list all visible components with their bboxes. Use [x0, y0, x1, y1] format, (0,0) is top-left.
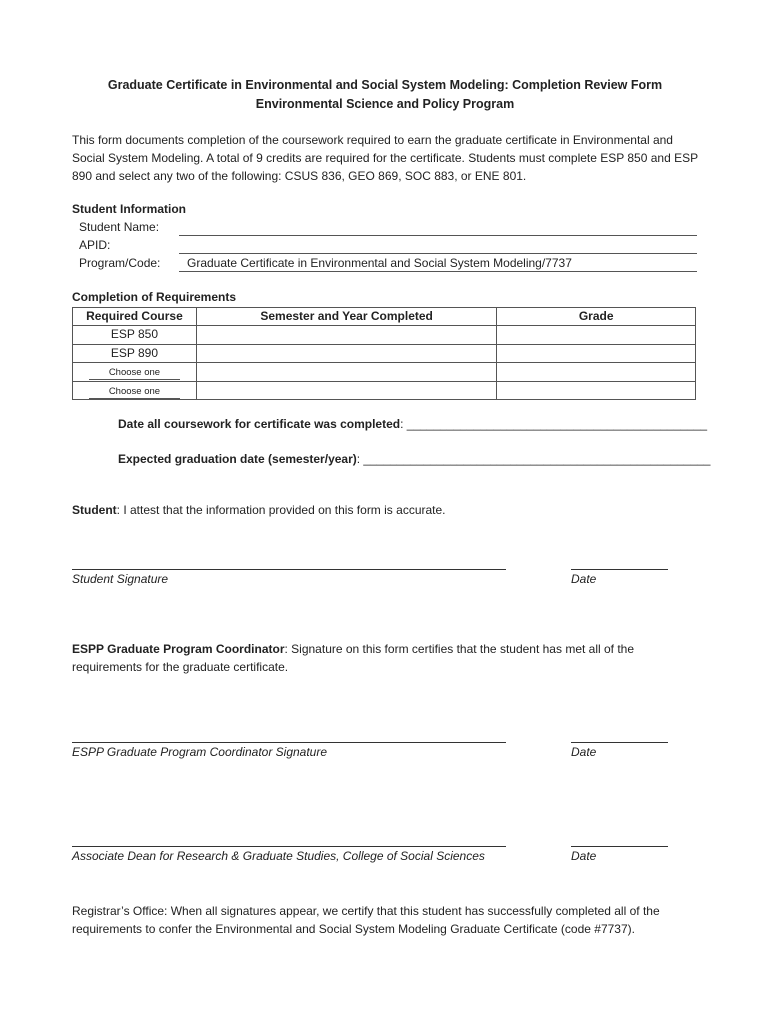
completion-date-field[interactable]: : _____________________________________________	[400, 417, 708, 431]
student-attest-text: : I attest that the information provided on this form is accurate.	[116, 503, 446, 517]
choose-one-cell[interactable]	[73, 381, 197, 399]
course-esp-890: ESP 890	[73, 344, 197, 362]
intro-paragraph: This form documents completion of the coursework required to earn the graduate certificate in Environmental and Social System Modeling. A total of 9 credits are required for the certificate. Students must complete ESP 850 and ESP 890 and select any two of the following: CSUS 836, GEO 869, SOC 883, or ENE 801.	[72, 133, 698, 183]
apid-row	[79, 237, 697, 255]
student-name-label: Student Name:	[79, 220, 160, 234]
completion-date-label: Date all coursework for certificate was completed	[118, 417, 401, 431]
graduation-date-row[interactable]	[118, 451, 710, 468]
dean-date-line[interactable]	[571, 846, 668, 847]
graduation-date-label: Expected graduation date (semester/year)	[118, 452, 357, 466]
coordinator-date-label: Date	[571, 745, 597, 759]
student-date-line[interactable]	[571, 569, 668, 570]
requirements-heading: Completion of Requirements	[72, 290, 237, 304]
student-attest-bold: Student	[72, 503, 117, 517]
table-row	[73, 344, 696, 362]
program-label: Program/Code:	[79, 256, 161, 270]
requirements-table	[72, 307, 696, 400]
form-title	[60, 76, 710, 114]
program-value: Graduate Certificate in Environmental and Social System Modeling/7737	[187, 256, 572, 270]
grade-cell[interactable]	[497, 363, 696, 381]
apid-field[interactable]	[179, 253, 697, 254]
dean-signature-line[interactable]	[72, 846, 506, 847]
dean-signature-label: Associate Dean for Research & Graduate Studies, College of Social Sciences	[72, 849, 485, 863]
table-row	[73, 381, 696, 399]
coordinator-text: : Signature on this form certifies that the student has met all of the requirements for the graduate certificate.	[72, 642, 635, 674]
coordinator-signature-label: ESPP Graduate Program Coordinator Signature	[72, 745, 328, 759]
course-esp-850: ESP 850	[73, 326, 197, 344]
student-name-row	[79, 219, 697, 237]
grade-cell[interactable]	[497, 381, 696, 399]
graduation-date-field[interactable]: : ____________________________________________________	[356, 452, 711, 466]
title-line-2: Environmental Science and Policy Program	[255, 97, 515, 111]
column-semester-year: Semester and Year Completed	[196, 308, 496, 326]
registrar-paragraph: Registrar’s Office: When all signatures appear, we certify that this student has successfully completed all of the requirements to confer the Environmental and Social System Modeling Graduate Certificate (code #7737).	[72, 904, 660, 936]
table-row	[73, 363, 696, 381]
table-row	[73, 326, 696, 344]
table-header-row	[73, 308, 696, 326]
coordinator-paragraph	[72, 640, 700, 676]
student-signature-label: Student Signature	[72, 572, 169, 586]
coordinator-signature-line[interactable]	[72, 742, 506, 743]
choose-one-dropdown[interactable]: Choose one	[89, 366, 180, 380]
semester-cell[interactable]	[196, 381, 496, 399]
choose-one-dropdown[interactable]: Choose one	[89, 385, 180, 399]
apid-label: APID:	[79, 238, 111, 252]
choose-one-cell[interactable]	[73, 363, 197, 381]
student-signature-line[interactable]	[72, 569, 506, 570]
grade-cell[interactable]	[497, 326, 696, 344]
coordinator-bold: ESPP Graduate Program Coordinator	[72, 642, 285, 656]
program-row	[79, 255, 697, 273]
student-date-label: Date	[571, 572, 597, 586]
dean-date-label: Date	[571, 849, 597, 863]
student-info-heading: Student Information	[72, 202, 186, 216]
semester-cell[interactable]	[196, 326, 496, 344]
grade-cell[interactable]	[497, 344, 696, 362]
coordinator-date-line[interactable]	[571, 742, 668, 743]
semester-cell[interactable]	[196, 363, 496, 381]
completion-date-row[interactable]	[118, 416, 707, 433]
student-attestation	[72, 502, 446, 519]
title-line-1: Graduate Certificate in Environmental and Social System Modeling: Completion Review Form	[107, 78, 663, 92]
semester-cell[interactable]	[196, 344, 496, 362]
column-required-course: Required Course	[73, 308, 197, 326]
column-grade: Grade	[497, 308, 696, 326]
student-name-field[interactable]	[179, 235, 697, 236]
